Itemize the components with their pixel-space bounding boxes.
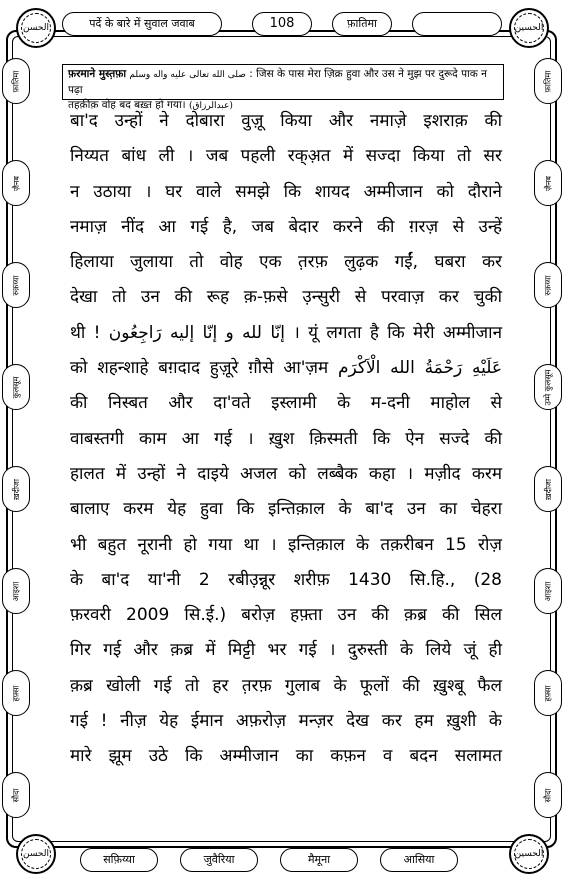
header-source: (عبدالرزاق) — [189, 101, 233, 111]
side-medallion-label: फ़ातिमा — [11, 70, 21, 92]
side-medallion — [534, 58, 562, 104]
header-text-line2: तहक़ीक़ वोह बद बख़्त हो गया। — [68, 99, 186, 111]
body-line: निय्यत बांध ली । जब पहली रक्अ़त में सज्दा किया तो सर — [70, 146, 502, 167]
header-saying-box — [62, 64, 504, 111]
body-line: मारे झूम उठे कि अम्मीजान का कफ़न व बदन सलामत — [70, 746, 502, 767]
side-medallion-label: हफ़्सा — [11, 684, 21, 702]
side-medallion-label: सौदा — [543, 788, 553, 802]
bottom-left-medal: الحسن — [16, 834, 56, 874]
body-line: भी बहुत नूरानी हो गया था । इन्तिक़ाल के तक़रीबन 15 रोज़ — [70, 534, 502, 555]
body-line: न उठाया । घर वाले समझे कि शायद अम्मीजान को दौराने — [70, 181, 502, 202]
body-line: क़ब्र खोली गई तो हर त़रफ़ गुलाब के फूलों की ख़ुश्बू फैल — [70, 675, 502, 696]
side-medallion-label: आइशा — [11, 581, 21, 601]
top-ornament-pill — [412, 12, 502, 36]
side-medallion — [2, 262, 30, 308]
bottom-pill-1: सफ़िय्या — [80, 848, 158, 872]
side-medallion — [2, 160, 30, 206]
top-right-medal: الحسين — [509, 8, 549, 48]
side-medallion-label: आइशा — [543, 581, 553, 601]
side-medallion — [2, 568, 30, 614]
body-line: की निस्बत और दा'वते इस्लामी के म-दनी माहोल से — [70, 393, 502, 414]
side-medallion — [534, 160, 562, 206]
side-medallion — [534, 568, 562, 614]
body-line: के बा'द या'नी 2 रबीउ़न्नूर शरीफ़ 1430 सि.हि., (28 — [70, 569, 502, 590]
top-bar — [60, 10, 505, 38]
bottom-pill-3: मैमूना — [280, 848, 358, 872]
side-medallion — [2, 58, 30, 104]
book-title-pill: पर्दे के बारे में सुवाल जवाब — [62, 12, 222, 36]
body-line: वाबस्तगी काम आ गई । ख़ुश क़िस्मती कि ऐन सज्दे की — [70, 428, 502, 449]
side-medallion — [2, 772, 30, 818]
page-number: 108 — [252, 12, 312, 36]
side-medallion-label: फ़ातिमा — [543, 70, 553, 92]
header-text-line1: : जिस के पास मेरा ज़िक्र हुवा और उस ने मुझ पर दुरूदे पाक न पढ़ा — [68, 68, 487, 96]
body-line: गई ! नीज़ येह ईमान अफ़रोज़ मन्ज़र देख कर हम ख़ुशी के — [70, 711, 502, 732]
side-medallion-label: सौदा — [11, 788, 21, 802]
body-line: गिर गई और क़ब्र में मिट्टी भर गई । दुरुस्ती के लिये जूं ही — [70, 640, 502, 661]
body-line: को शहन्शाहे बग़दाद हुज़ूरे ग़ौसे आ'ज़म عَلَيْهِ رَحْمَةُ الله الْاَكْرَم — [70, 358, 503, 379]
side-medallion-label: ज़ैनब — [543, 175, 553, 191]
top-left-medal: الحسن — [16, 8, 56, 48]
side-medallion — [534, 364, 562, 410]
header-title: फ़रमाने मुस्त़फ़ा — [68, 68, 127, 80]
top-right-pill: फ़ातिमा — [332, 12, 392, 36]
header-arabic: صلى الله تعالى عليه واله وسلم — [129, 70, 246, 80]
bottom-pill-4: आसिया — [380, 848, 458, 872]
side-medallion-label: हफ़्सा — [543, 684, 553, 702]
body-line: नमाज़ नींद आ गई है, जब बेदार करने की ग़रज़ से उन्हें — [70, 216, 502, 237]
side-medallion — [534, 670, 562, 716]
side-medallion-label: ख़दीजा — [543, 478, 553, 500]
side-medallion-label: उम्मे कुलसूम — [543, 369, 553, 405]
bottom-right-medal: الحسين — [509, 834, 549, 874]
side-medallion — [2, 364, 30, 410]
bottom-pill-2: जुवैरिया — [180, 848, 258, 872]
side-medallion-label: रुक़य्या — [11, 274, 21, 296]
body-line: फ़रवरी 2009 सि.ई.) बरोज़ हफ़्ता उन की क़ब्र की सिल — [70, 605, 502, 626]
side-medallion-label: ख़दीजा — [11, 478, 21, 500]
side-medallion — [2, 466, 30, 512]
side-medallion — [534, 262, 562, 308]
side-medallion-label: रुक़य्या — [543, 274, 553, 296]
body-line: बालाए करम येह हुवा कि इन्तिक़ाल के बा'द उन का चेहरा — [70, 499, 502, 520]
body-text — [70, 104, 502, 775]
bottom-bar — [60, 848, 505, 876]
body-line: हिलाया जुलाया तो वोह एक त़रफ़ लुढ़क गईं, घबरा कर — [70, 252, 502, 273]
body-line: हालत में उन्हों ने दाइये अजल को लब्बैक कहा । मज़ीद करम — [70, 463, 502, 484]
side-medallion-label: ज़ैनब — [11, 175, 21, 191]
side-medallion — [534, 466, 562, 512]
body-line: देखा तो उन की रूह क़-फ़से उ़न्सुरी से परवाज़ कर चुकी — [70, 287, 502, 308]
body-line: बा'द उन्हों ने दोबारा वुज़ू किया और नमाज़े इशराक़ की — [70, 111, 502, 131]
body-line: थी ! إنّا لله و إنّا إليه رَاجِعُون । यूं लगता है कि मेरी अम्मीजान — [70, 322, 503, 343]
side-medallion — [2, 670, 30, 716]
side-medallion-label: कुलसूम — [11, 376, 21, 398]
side-medallion — [534, 772, 562, 818]
